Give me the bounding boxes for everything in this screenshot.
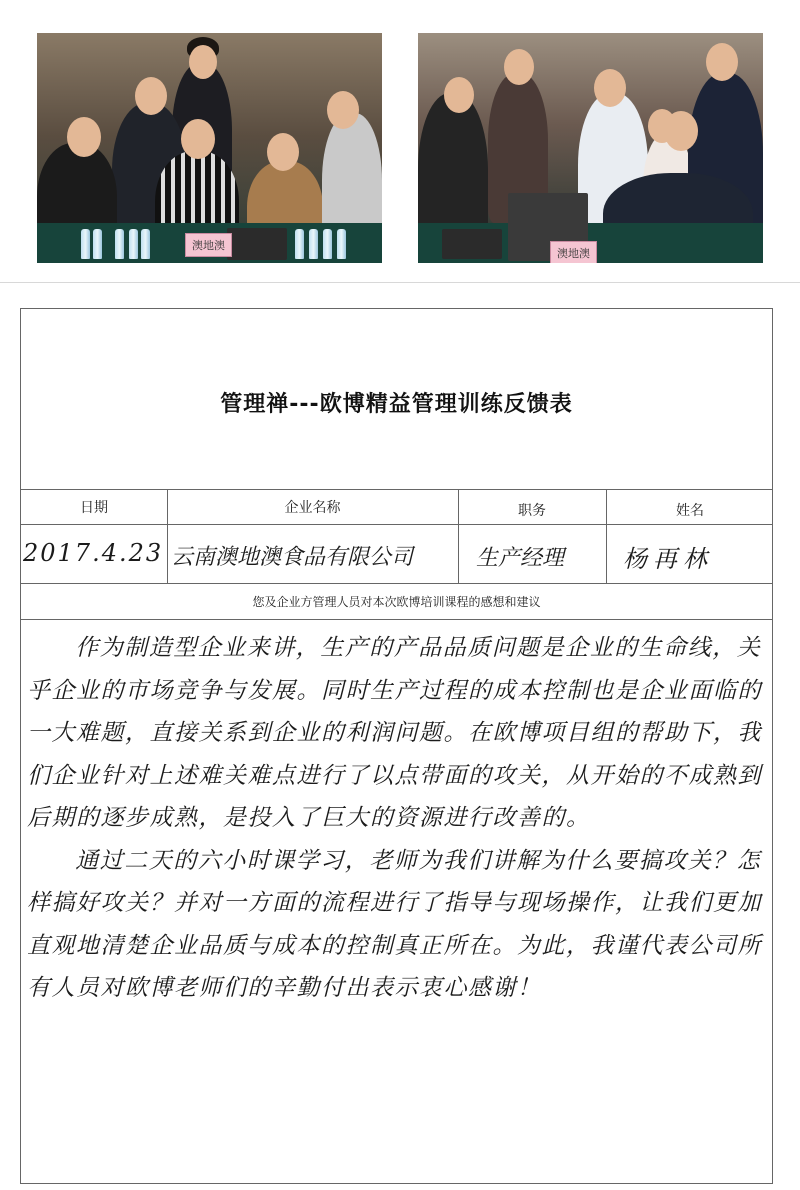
company-value: 云南澳地澳食品有限公司	[171, 545, 414, 570]
table-namecard: 澳地澳	[550, 241, 597, 263]
participant	[189, 45, 217, 79]
water-bottle	[309, 229, 318, 259]
table-namecard: 澳地澳	[185, 233, 232, 257]
water-bottle	[129, 229, 138, 259]
photo-panel	[0, 0, 800, 283]
participant	[594, 69, 626, 107]
laptop	[227, 228, 287, 260]
water-bottle	[81, 229, 90, 259]
laptop	[442, 229, 502, 259]
position-value: 生产经理	[476, 546, 565, 571]
participant	[706, 43, 738, 81]
water-bottle	[141, 229, 150, 259]
feedback-paragraph: 通过二天的六小时课学习，老师为我们讲解为什么要搞攻关？怎样搞好攻关？并对一方面的流程进行了指导与现场操作，让我们更加直观地清楚企业品质与成本的控制真正所在。为此，我谨代表公司所有人员对欧博老师们的辛勤付出表示衷心感谢！	[27, 847, 762, 1001]
participant	[67, 117, 101, 157]
date-value: 2017.4.23	[23, 539, 164, 567]
table-border	[21, 489, 772, 490]
participant	[181, 119, 215, 159]
table-border	[21, 583, 772, 584]
water-bottle	[115, 229, 124, 259]
form-title: 管理禅---欧博精益管理训练反馈表	[220, 392, 573, 417]
participant	[664, 111, 698, 151]
header-position: 职务	[518, 503, 546, 519]
feedback-paragraph: 作为制造型企业来讲，生产的产品品质问题是企业的生命线，关乎企业的市场竞争与发展。同时生产过程的成本控制也是企业面临的一大难题，直接关系到企业的利润问题。在欧博项目组的帮助下，我们企业针对上述难关难点进行了以点带面的攻关，从开始的不成熟到后期的逐步成熟，是投入了巨大的资源进行改善的。	[27, 635, 762, 831]
header-date: 日期	[80, 500, 108, 516]
training-photo-right	[418, 33, 763, 263]
water-bottle	[93, 229, 102, 259]
water-bottle	[323, 229, 332, 259]
participant	[327, 91, 359, 129]
name-value: 杨再林	[623, 545, 713, 573]
water-bottle	[337, 229, 346, 259]
participant	[135, 77, 167, 115]
participant	[504, 49, 534, 85]
feedback-text	[27, 627, 768, 1010]
training-photo-left	[37, 33, 382, 263]
header-company: 企业名称	[284, 500, 341, 516]
table-border	[21, 619, 772, 620]
participant	[267, 133, 299, 171]
table-border	[21, 524, 772, 525]
participant	[444, 77, 474, 113]
feedback-form	[20, 308, 773, 1184]
header-name: 姓名	[676, 503, 704, 519]
water-bottle	[295, 229, 304, 259]
feedback-prompt: 您及企业方管理人员对本次欧博培训课程的感想和建议	[252, 595, 541, 609]
